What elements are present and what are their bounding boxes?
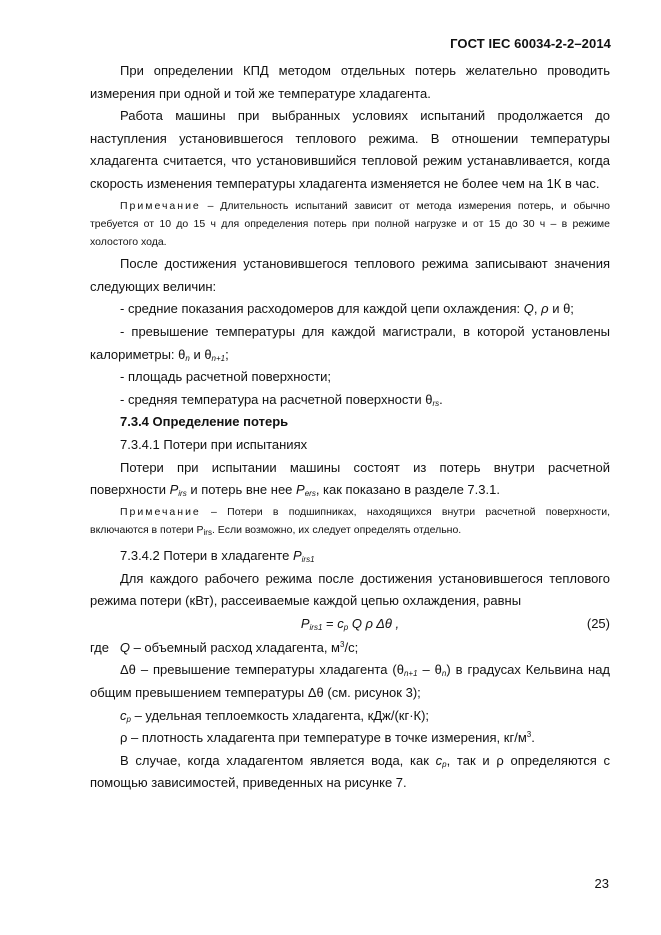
formula-rest: Q ρ Δθ , bbox=[348, 615, 400, 631]
subscript: n bbox=[185, 353, 190, 363]
symbol-rho: ρ bbox=[541, 301, 549, 317]
list-item-text: и θ; bbox=[548, 301, 574, 317]
definition-text: – объемный расход хладагента, м bbox=[129, 639, 340, 655]
definition-text: /с; bbox=[344, 639, 359, 655]
paragraph: Работа машины при выбранных условиях испытаний продолжается до наступления установившегося теплового режима. В отношении температуры хладагента считается, что установившийся тепловой режим устанавливается, когда скорость изменения температуры хладагента изменяется не более чем на 1К в час. bbox=[90, 108, 610, 191]
list-item-text: ; bbox=[225, 346, 229, 362]
list-item-text: - средние показания расходомеров для каждой цепи охлаждения: bbox=[120, 301, 524, 317]
definition-text: Δθ – превышение температуры хладагента (θ bbox=[120, 662, 404, 678]
subscript: irs1 bbox=[309, 622, 323, 632]
symbol-p: P bbox=[296, 482, 305, 498]
definition bbox=[90, 727, 610, 750]
subscript: ers bbox=[304, 489, 316, 499]
paragraph bbox=[90, 750, 610, 795]
paragraph-text: , как показано в разделе 7.3.1. bbox=[315, 482, 500, 498]
paragraph: После достижения установившегося теплового режима записывают значения следующих величин: bbox=[90, 256, 610, 294]
symbol-p: P bbox=[292, 548, 302, 564]
list-item: - площадь расчетной поверхности; bbox=[120, 369, 332, 385]
symbol-q: Q bbox=[523, 301, 534, 317]
note bbox=[90, 503, 610, 539]
paragraph-text: В случае, когда хладагентом является вода, как bbox=[120, 752, 436, 768]
subscript: n+1 bbox=[403, 669, 418, 679]
list-item bbox=[90, 321, 610, 366]
list-item-text: . bbox=[439, 391, 443, 407]
symbol-p: P bbox=[169, 482, 179, 498]
paragraph-text: и потерь вне нее bbox=[186, 482, 297, 498]
heading-text: 7.3.4.2 Потери в хладагенте bbox=[120, 548, 293, 564]
note-label: Примечание bbox=[120, 199, 201, 212]
note-text: – Длительность испытаний зависит от метода измерения потерь, и обычно требуется от 10 до 15 ч для определения потерь при полной нагрузке и от 15 до 30 ч – в режиме холостого хода. bbox=[90, 199, 610, 248]
subscript: n+1 bbox=[211, 353, 226, 363]
note-label: Примечание bbox=[120, 505, 201, 518]
superscript: 3 bbox=[340, 639, 345, 649]
symbol-p: P bbox=[300, 615, 310, 631]
paragraph-text: , так и ρ определяются с помощью зависимостей, приведенных на рисунке 7. bbox=[90, 752, 610, 791]
list-item-text: и θ bbox=[189, 346, 212, 362]
note bbox=[90, 197, 610, 252]
section-heading: 7.3.4 Определение потерь bbox=[120, 414, 289, 430]
formula bbox=[90, 613, 610, 636]
symbol-c: c bbox=[435, 752, 443, 768]
list-item bbox=[90, 298, 610, 321]
definition bbox=[90, 705, 610, 728]
separator: , bbox=[533, 301, 542, 317]
document-header: ГОСТ IEC 60034-2-2–2014 bbox=[450, 36, 611, 51]
definition-text: . bbox=[531, 730, 535, 746]
subsection-heading bbox=[90, 545, 610, 568]
subsection-heading: 7.3.4.1 Потери при испытаниях bbox=[120, 436, 308, 452]
subscript: p bbox=[126, 714, 131, 724]
definition-text: – удельная теплоемкость хладагента, кДж/(кг·К); bbox=[130, 707, 430, 723]
page-number: 23 bbox=[594, 876, 609, 891]
equals: = bbox=[322, 615, 338, 631]
paragraph: Для каждого рабочего режима после достижения установившегося теплового режима потери (кВт), рассеиваемые каждой цепью охлаждения, равны bbox=[90, 570, 610, 609]
where-label: где bbox=[90, 639, 109, 655]
subscript: irs bbox=[203, 527, 212, 537]
list-item-text: - превышение температуры для каждой магистрали, в которой установлены калориметры: θ bbox=[90, 323, 610, 362]
subscript: irs1 bbox=[301, 555, 315, 565]
definition-text: – θ bbox=[417, 662, 442, 678]
list-item bbox=[90, 389, 610, 412]
definition bbox=[90, 659, 610, 704]
subscript: p bbox=[442, 759, 447, 769]
definition bbox=[90, 637, 610, 660]
note-text: . Если возможно, их следует определять отдельно. bbox=[211, 523, 462, 536]
subscript: n bbox=[441, 669, 447, 679]
equation-number: (25) bbox=[586, 615, 610, 631]
subscript: irs bbox=[178, 489, 187, 499]
symbol-c: c bbox=[120, 707, 127, 723]
definition-text: ρ – плотность хладагента при температуре в точке измерения, кг/м bbox=[120, 730, 527, 746]
symbol-q: Q bbox=[119, 639, 130, 655]
subscript: p bbox=[343, 622, 349, 632]
paragraph bbox=[90, 457, 610, 502]
symbol-c: c bbox=[337, 615, 344, 631]
formula-line bbox=[90, 613, 610, 637]
superscript: 3 bbox=[526, 730, 532, 740]
list-item-text: - средняя температура на расчетной поверхности θ bbox=[120, 391, 433, 407]
note-text: – Потери в подшипниках, находящихся внутри расчетной поверхности, включаются в потери P bbox=[90, 505, 610, 536]
document-body bbox=[90, 60, 610, 795]
paragraph-text: Потери при испытании машины состоят из потерь внутри расчетной поверхности bbox=[90, 459, 610, 498]
definition-text: ) в градусах Кельвина над общим превышением температуры Δθ (см. рисунок 3); bbox=[90, 662, 611, 701]
subscript: rs bbox=[432, 398, 440, 408]
paragraph: При определении КПД методом отдельных потерь желательно проводить измерения при одной и той же температуре хладагента. bbox=[90, 63, 610, 101]
